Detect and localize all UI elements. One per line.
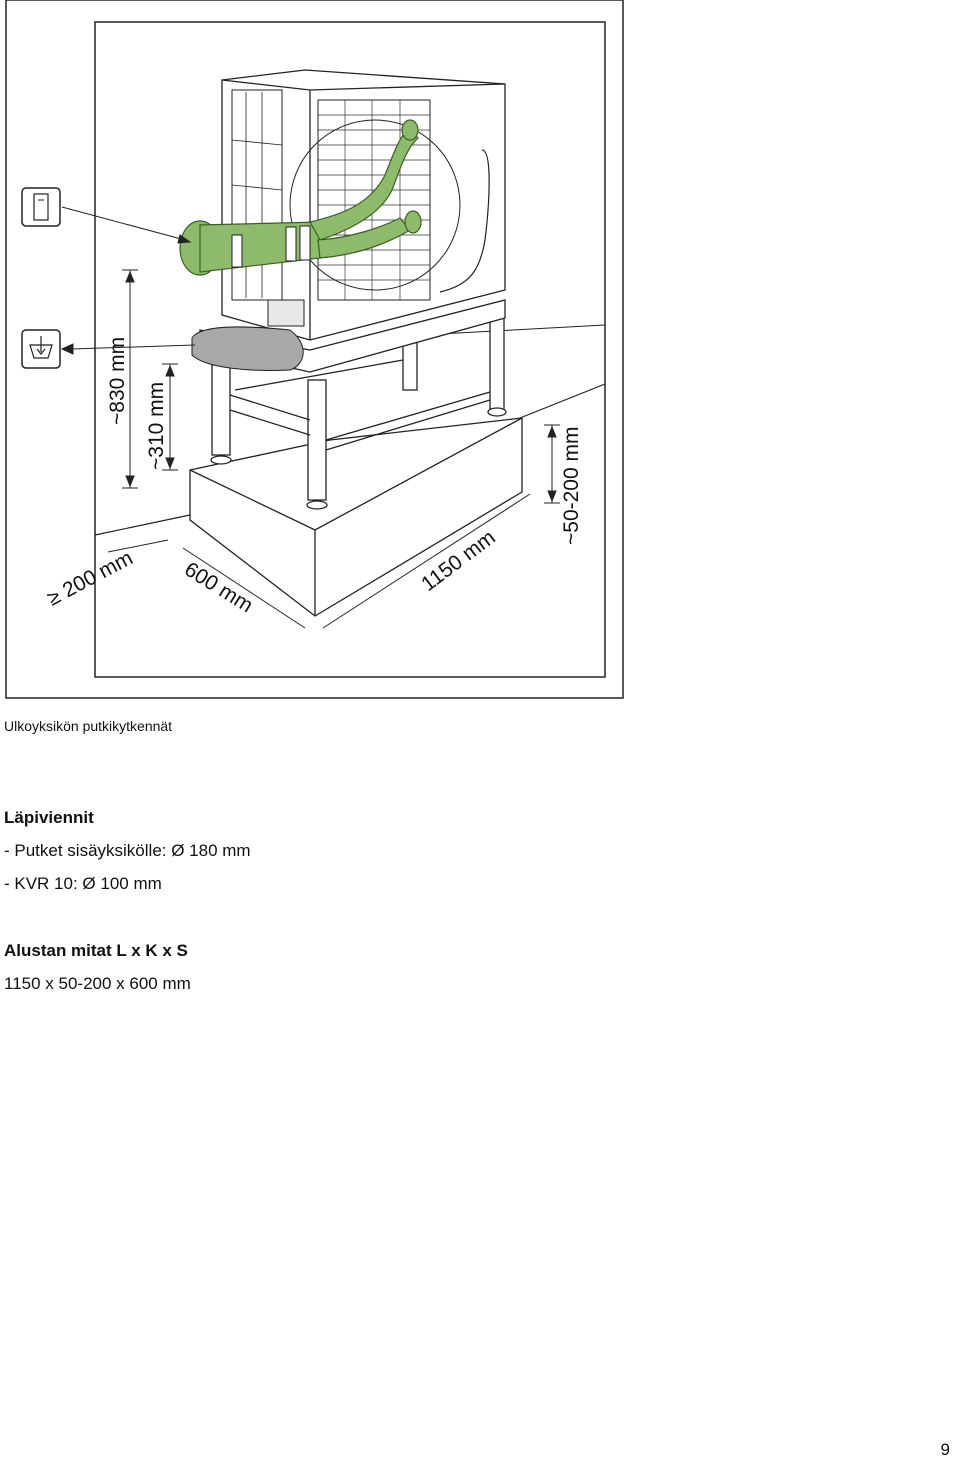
penetration-item: - Putket sisäyksikölle: Ø 180 mm xyxy=(4,841,251,860)
dim-length: 1150 mm xyxy=(417,525,500,596)
figure-caption: Ulkoyksikön putkikytkennät xyxy=(4,718,173,734)
dim-height-unit: ~830 mm xyxy=(106,336,129,425)
base-heading: Alustan mitat L x K x S xyxy=(4,941,188,960)
base-dimensions: 1150 x 50-200 x 600 mm xyxy=(4,974,191,993)
page-number: 9 xyxy=(940,1440,950,1459)
penetrations-heading: Läpiviennit xyxy=(4,808,94,827)
penetration-item: - KVR 10: Ø 100 mm xyxy=(4,874,162,893)
dim-depth: 600 mm xyxy=(180,557,257,618)
dim-base-height: ~50-200 mm xyxy=(560,426,583,545)
drain-icon xyxy=(22,330,60,368)
drain-fitting xyxy=(268,300,304,326)
installation-figure xyxy=(0,0,960,710)
dim-pipe-height: ~310 mm xyxy=(145,381,168,470)
dim-wall-distance: ≥ 200 mm xyxy=(43,546,137,611)
indoor-unit-icon xyxy=(22,188,60,226)
drain-shade xyxy=(192,327,303,371)
